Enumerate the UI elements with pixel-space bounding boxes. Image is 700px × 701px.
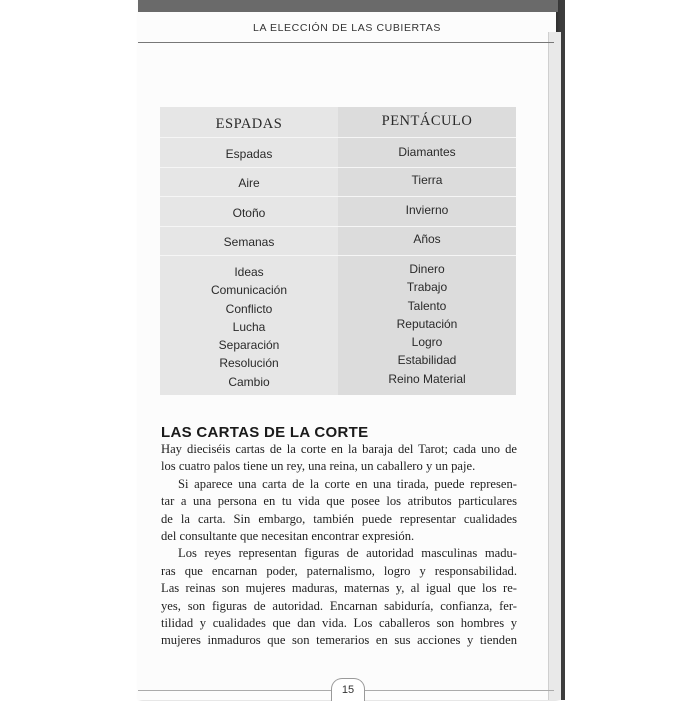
row-divider — [160, 196, 338, 197]
running-head: LA ELECCIÓN DE LAS CUBIERTAS — [253, 22, 441, 34]
table-cell: Espadas — [225, 147, 273, 161]
list-item: Talento — [407, 298, 447, 313]
table-cell: Tierra — [411, 173, 443, 187]
list-item: Dinero — [409, 262, 445, 276]
row-divider — [338, 226, 516, 227]
list-item: Logro — [411, 335, 443, 350]
list-item: Trabajo — [406, 280, 448, 295]
correspondence-table — [160, 107, 516, 395]
list-item: Separación — [218, 338, 280, 353]
list-item: Estabilidad — [397, 353, 457, 368]
text-line: los cuatro palos tiene un rey, una reina, un caballero y un paje. — [161, 459, 476, 474]
text-line: Hay dieciséis cartas de la corte en la baraja del Tarot; cada uno de — [161, 442, 517, 456]
text-line: ras que encarnan poder, paternalismo, logro y responsabilidad. — [161, 563, 517, 578]
column-header-espadas: ESPADAS — [215, 116, 283, 132]
attributes-list-espadas — [160, 263, 338, 391]
text-line: yes, son figuras de autoridad. Encarnan sabiduría, confianza, fer- — [161, 598, 517, 613]
section-heading: LAS CARTAS DE LA CORTE — [161, 424, 369, 441]
body-text — [161, 441, 517, 650]
text-line: tar a una persona en tu vida que posee los atributos particulares — [161, 494, 517, 509]
row-divider — [338, 196, 516, 197]
table-cell: Aire — [238, 176, 260, 190]
column-header-pentaculo: PENTÁCULO — [381, 113, 473, 129]
table-column-espadas — [160, 107, 338, 395]
table-cell: Años — [413, 232, 441, 246]
header-rule — [138, 42, 554, 43]
row-divider — [338, 255, 516, 256]
row-divider — [338, 167, 516, 168]
text-line: del consultante que necesitan encontrar expresión. — [161, 529, 415, 544]
list-item: Conflicto — [225, 301, 273, 316]
row-divider — [160, 255, 338, 256]
row-divider — [160, 137, 338, 138]
row-divider — [338, 137, 516, 138]
page-number: 15 — [331, 678, 365, 701]
text-line: tilidad y cualidades que dan vida. Los caballeros son hombres y — [161, 616, 517, 631]
list-item: Cambio — [228, 374, 270, 389]
table-cell: Semanas — [223, 235, 275, 249]
list-item: Lucha — [232, 319, 266, 334]
table-cell: Otoño — [232, 206, 266, 220]
table-cell: Invierno — [405, 203, 449, 217]
table-cell: Diamantes — [398, 145, 456, 159]
row-divider — [160, 226, 338, 227]
page-top-edge — [138, 0, 558, 12]
list-item: Reputación — [396, 316, 458, 331]
text-line: Las reinas son mujeres maduras, maternas y, al igual que los re- — [161, 581, 517, 596]
text-line: de la carta. Sin embargo, también puede representar cualidades — [161, 511, 517, 526]
table-column-pentaculo — [338, 107, 516, 395]
text-line: mujeres inmaduros que son temerarios en sus acciones y tienden — [161, 633, 517, 648]
list-item: Ideas — [234, 265, 264, 279]
list-item: Comunicación — [210, 283, 288, 298]
text-line: Si aparece una carta de la corte en una tirada, puede represen- — [178, 476, 517, 491]
attributes-list-pentaculo — [338, 260, 516, 388]
row-divider — [160, 167, 338, 168]
page-stack-edge — [548, 32, 561, 700]
list-item: Reino Material — [388, 371, 466, 386]
list-item: Resolución — [219, 356, 279, 371]
text-line: Los reyes representan figuras de autoridad masculinas madu- — [178, 546, 517, 561]
